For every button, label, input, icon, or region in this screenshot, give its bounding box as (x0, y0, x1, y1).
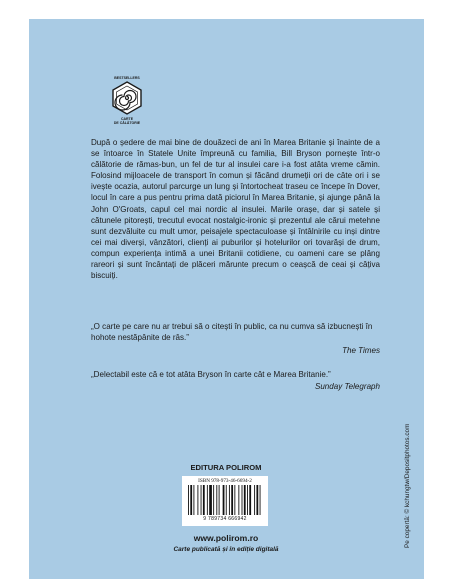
barcode-bars (188, 485, 262, 515)
logo-label-calatorie: DE CĂLĂTORIE (113, 121, 141, 125)
publisher-name: EDITURA POLIROM (190, 463, 262, 472)
logo-label-top: BESTSELLERS (114, 76, 140, 80)
book-description: După o ședere de mai bine de douăzeci de ani în Marea Britanie și înainte de a se întoarce în Statele Unite împreună cu familia, Bill Bryson pornește într-o călătorie de rămas-bun, un fel de tur al insulei care i-a fost atâta vreme cămin. Folosind mijloacele de transport în comun și făcând drumeții ori de câte ori i se ivește ocazia, autorul parcurge un lung și întortocheat traseu ce începe în Dover, locul în care a pus pentru prima dată piciorul în Marea Britanie, și ajunge până la John O'Groats, capul cel mai nordic al insulei. Marile orașe, dar și satele și cătunele pitorești, trecutul evocat nostalgic-ironic și prezentul ale cărui metehne sunt dezvăluite cu mult umor, peisajele spectaculoase și întâlnirile cu inși dintre cei mai diverși, vânzători, clienți ai puburilor și hotelurilor ori tovarăși de drum, compun experiența intimă a unei Britanii cotidiene, cu oameni care se plâng rareori și sunt încântați de plăceri mărunte precum o ceașcă de ceai și câțiva biscuiți. (91, 138, 380, 281)
hexagon-spiral-icon (110, 81, 144, 115)
review-quote-times: „O carte pe care nu ar trebui să o citești în public, ca nu cumva să izbucnești în hohote nestăpânite de râs.” (91, 322, 373, 343)
logo-label-carte: CARTE (120, 117, 134, 121)
isbn-label: ISBN 978-973-46-6694-2 (198, 478, 252, 484)
review-quote-telegraph: „Delectabil este că e tot atâta Bryson în carte cât e Marea Britanie.” (91, 370, 331, 379)
publisher-website: www.polirom.ro (193, 533, 259, 543)
isbn-barcode (182, 476, 268, 526)
digital-edition-note: Carte publicată și în ediție digitală (173, 546, 279, 553)
cover-photo-credit: Pe copertă: © kchungtw/Depositphotos.com (404, 423, 411, 548)
review-source-times: The Times (342, 346, 380, 355)
travel-books-logo (110, 76, 144, 131)
barcode-number: 9 789734 666942 (203, 516, 247, 522)
review-source-telegraph: Sunday Telegraph (314, 382, 380, 391)
